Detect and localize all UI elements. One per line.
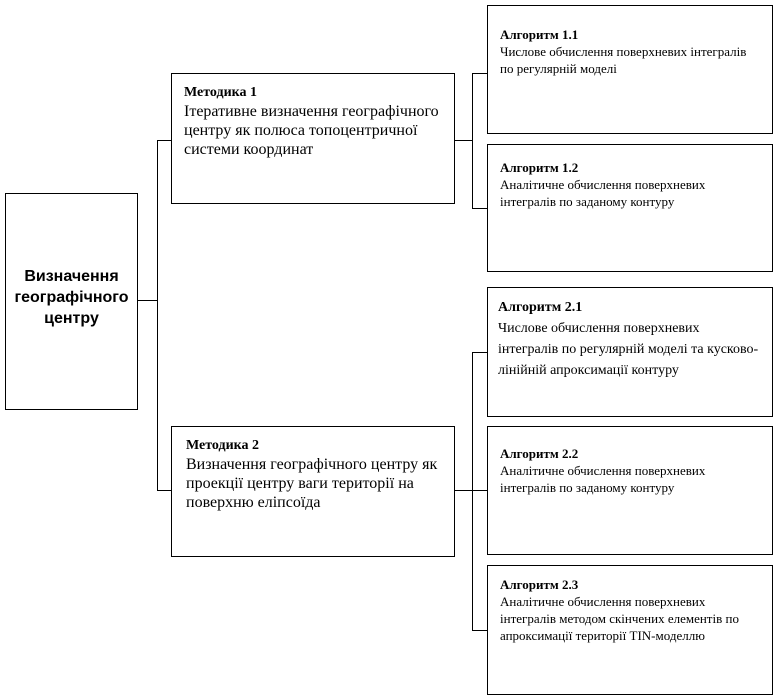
algorithm-2-2-text: Аналітичне обчислення поверхневих інтегралів по заданому контуру xyxy=(500,463,706,495)
algorithm-2-1-text: Числове обчислення поверхневих інтегралів по регулярній моделі та кусково-лінійній апроксимації контуру xyxy=(498,321,759,378)
connector-to-algorithm-1-2 xyxy=(472,208,487,209)
algorithm-2-3-text: Аналітичне обчислення поверхневих інтегралів методом скінчених елементів по апроксимації території TIN-моделлю xyxy=(500,594,739,643)
algorithm-2-2-title: Алгоритм 2.2 xyxy=(500,446,579,461)
algorithm-1-1-title: Алгоритм 1.1 xyxy=(500,27,579,42)
root-box xyxy=(5,193,138,410)
connector-method-2-out xyxy=(455,490,472,491)
connector-to-method-1 xyxy=(157,140,171,141)
connector-method-1-vertical xyxy=(472,73,473,208)
algorithm-2-3-title: Алгоритм 2.3 xyxy=(500,577,579,592)
method-1-title: Методика 1 xyxy=(184,85,258,100)
algorithm-2-1-title: Алгоритм 2.1 xyxy=(498,300,583,315)
algorithm-1-2-title: Алгоритм 1.2 xyxy=(500,160,579,175)
connector-to-algorithm-2-1 xyxy=(472,352,487,353)
method-1-box xyxy=(171,73,455,204)
method-2-text: Визначення географічного центру як проекції центру ваги території на поверхню еліпсоїда xyxy=(186,456,438,511)
connector-to-algorithm-1-1 xyxy=(472,73,487,74)
algorithm-1-2-text: Аналітичне обчислення поверхневих інтегралів по заданому контуру xyxy=(500,177,706,209)
algorithm-2-3-box xyxy=(487,565,773,695)
method-2-title: Методика 2 xyxy=(186,438,260,453)
method-1-text: Ітеративне визначення географічного центру як полюса топоцентричної системи координат xyxy=(184,103,439,158)
connector-to-method-2 xyxy=(157,490,171,491)
connector-method-1-out xyxy=(455,140,472,141)
algorithm-1-2-box xyxy=(487,144,773,272)
method-2-box xyxy=(171,426,455,557)
connector-method-2-vertical xyxy=(472,352,473,630)
connector-root-out xyxy=(137,300,157,301)
algorithm-2-1-box xyxy=(487,287,773,417)
connector-root-vertical xyxy=(157,140,158,490)
algorithm-1-1-text: Числове обчислення поверхневих інтегралів по регулярній моделі xyxy=(500,44,747,76)
algorithm-2-2-box xyxy=(487,426,773,555)
algorithm-1-1-box xyxy=(487,5,773,134)
connector-to-algorithm-2-2 xyxy=(472,490,487,491)
connector-to-algorithm-2-3 xyxy=(472,630,487,631)
root-label: Визначення географічного центру xyxy=(14,268,129,327)
